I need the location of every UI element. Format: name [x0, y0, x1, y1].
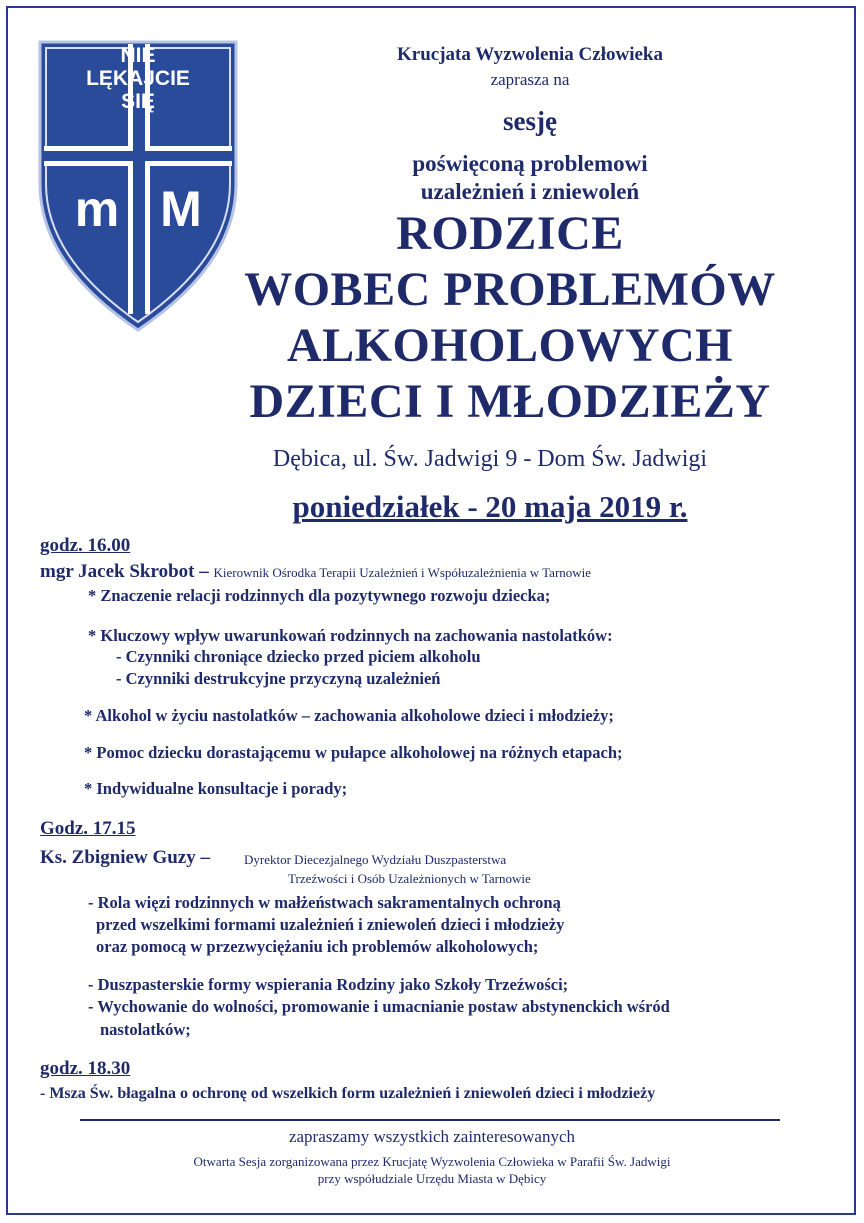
block1-item-5: * Alkohol w życiu nastolatków – zachowania alkoholowe dzieci i młodzieży;	[84, 706, 614, 725]
footer-organized-line2: przy współudziale Urzędu Miasta w Dębicy	[317, 1171, 547, 1186]
logo-letter-right: M	[160, 181, 202, 237]
block1-item-4: - Czynniki destrukcyjne przyczyną uzależnień	[116, 669, 441, 688]
block1-item-2: * Kluczowy wpływ uwarunkowań rodzinnych na zachowania nastolatków:	[88, 626, 613, 645]
event-place: Dębica, ul. Św. Jadwigi 9 - Dom Św. Jadwigi	[272, 446, 708, 472]
logo-letter-left: m	[74, 181, 120, 237]
block2-item-5: - Wychowanie do wolności, promowanie i umacnianie postaw abstynenckich wśród	[88, 997, 670, 1016]
block1-time: godz. 16.00	[40, 535, 131, 556]
title-line2: WOBEC PROBLEMÓW	[244, 263, 776, 316]
footer-invite: zapraszamy wszystkich zainteresowanych	[288, 1127, 576, 1146]
logo-text-line2: LĘKAJCIE	[86, 67, 190, 90]
session-word: sesję	[503, 106, 557, 136]
logo-text	[36, 44, 240, 113]
block3-time: godz. 18.30	[40, 1058, 131, 1079]
block2-role-line2: Trzeźwości i Osób Uzależnionych w Tarnowie	[288, 871, 531, 886]
title-line3: ALKOHOLOWYCH	[286, 319, 734, 372]
dedication	[250, 150, 810, 206]
block1-item-6: * Pomoc dziecku dorastającemu w pułapce alkoholowej na różnych etapach;	[84, 743, 623, 762]
block1-item-7: * Indywidualne konsultacje i porady;	[84, 779, 348, 798]
block2-time: Godz. 17.15	[40, 818, 136, 839]
event-date: poniedziałek - 20 maja 2019 r.	[292, 489, 688, 524]
logo-text-line1: NIE	[120, 44, 156, 67]
block2-role-line1: Dyrektor Diecezjalnego Wydziału Duszpasterstwa	[244, 852, 507, 867]
block2-item-4: - Duszpasterskie formy wspierania Rodziny jako Szkoły Trzeźwości;	[88, 975, 569, 994]
logo-text-line3: SIĘ	[121, 90, 155, 113]
block2-item-1: - Rola więzi rodzinnych w małżeństwach sakramentalnych ochroną	[88, 893, 561, 912]
invites-text: zaprasza na	[490, 70, 570, 89]
block3-item: - Msza Św. błagalna o ochronę od wszelkich form uzależnień i zniewoleń dzieci i młodzieży	[40, 1085, 656, 1102]
title-line1: RODZICE	[396, 207, 624, 260]
block1-speaker-role: Kierownik Ośrodka Terapii Uzależnień i Współuzależnienia w Tarnowie	[213, 565, 592, 580]
dedication-line1: poświęconą problemowi	[412, 151, 648, 176]
block2-item-6: nastolatków;	[100, 1020, 191, 1039]
block1-speaker-name: mgr Jacek Skrobot	[40, 561, 195, 582]
footer-organized-line1: Otwarta Sesja zorganizowana przez Krucjatę Wyzwolenia Człowieka w Parafii Św. Jadwigi	[193, 1154, 671, 1169]
dedication-line2: uzależnień i zniewoleń	[420, 179, 640, 204]
title-line4: DZIECI I MŁODZIEŻY	[249, 375, 771, 428]
block2-dash: –	[200, 847, 210, 868]
block2-speaker	[40, 847, 210, 869]
event-title	[200, 206, 820, 430]
block2-speaker-name: Ks. Zbigniew Guzy	[40, 847, 196, 868]
block1-item-3: - Czynniki chroniące dziecko przed piciem alkoholu	[116, 647, 481, 666]
block2-item-3: oraz pomocą w przezwyciężaniu ich problemów alkoholowych;	[96, 937, 539, 956]
footer-divider	[80, 1119, 780, 1121]
block1-item-1: * Znaczenie relacji rodzinnych dla pozytywnego rozwoju dziecka;	[88, 586, 551, 605]
organization-name: Krucjata Wyzwolenia Człowieka	[397, 44, 663, 65]
block1-speaker	[40, 561, 591, 583]
block2-item-2: przed wszelkimi formami uzależnień i zniewoleń dzieci i młodzieży	[96, 915, 565, 934]
block1-dash: –	[199, 561, 209, 582]
footer-organized	[40, 1153, 824, 1187]
